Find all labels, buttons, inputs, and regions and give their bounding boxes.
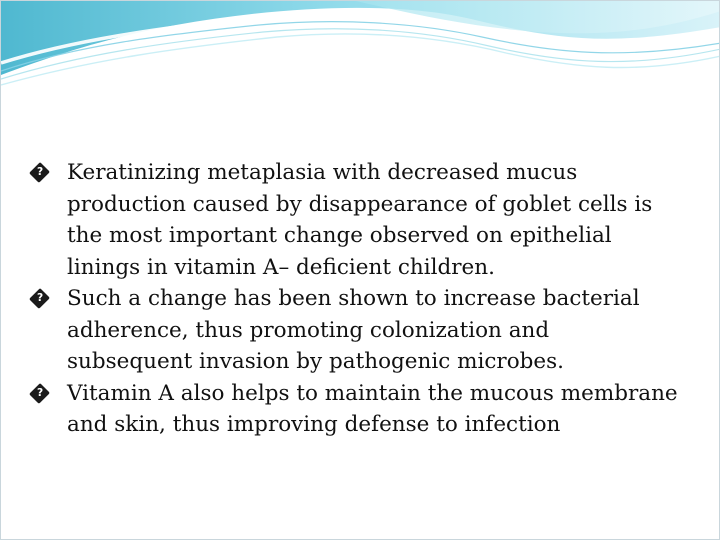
replacement-character-icon bbox=[29, 288, 50, 309]
replacement-character-icon bbox=[29, 162, 50, 183]
bullet-text-2: Such a change has been shown to increase bacterial adherence, thus promoting colonization and subsequent invasion by pathogenic microbes. bbox=[67, 286, 640, 374]
replacement-character-icon bbox=[29, 383, 50, 404]
bullet-item-1 bbox=[31, 157, 681, 283]
bullet-text-3: Vitamin A also helps to maintain the mucous membrane and skin, thus improving defense to infection bbox=[67, 380, 678, 437]
bullet-list bbox=[31, 157, 681, 441]
bullet-item-2 bbox=[31, 283, 681, 378]
bullet-item-3 bbox=[31, 378, 681, 441]
bullet-text-1: Keratinizing metaplasia with decreased mucus production caused by disappearance of goblet cells is the most important change observed on epithelial linings in vitamin A– deficient children. bbox=[67, 160, 653, 280]
header-wave-decoration bbox=[1, 1, 720, 91]
